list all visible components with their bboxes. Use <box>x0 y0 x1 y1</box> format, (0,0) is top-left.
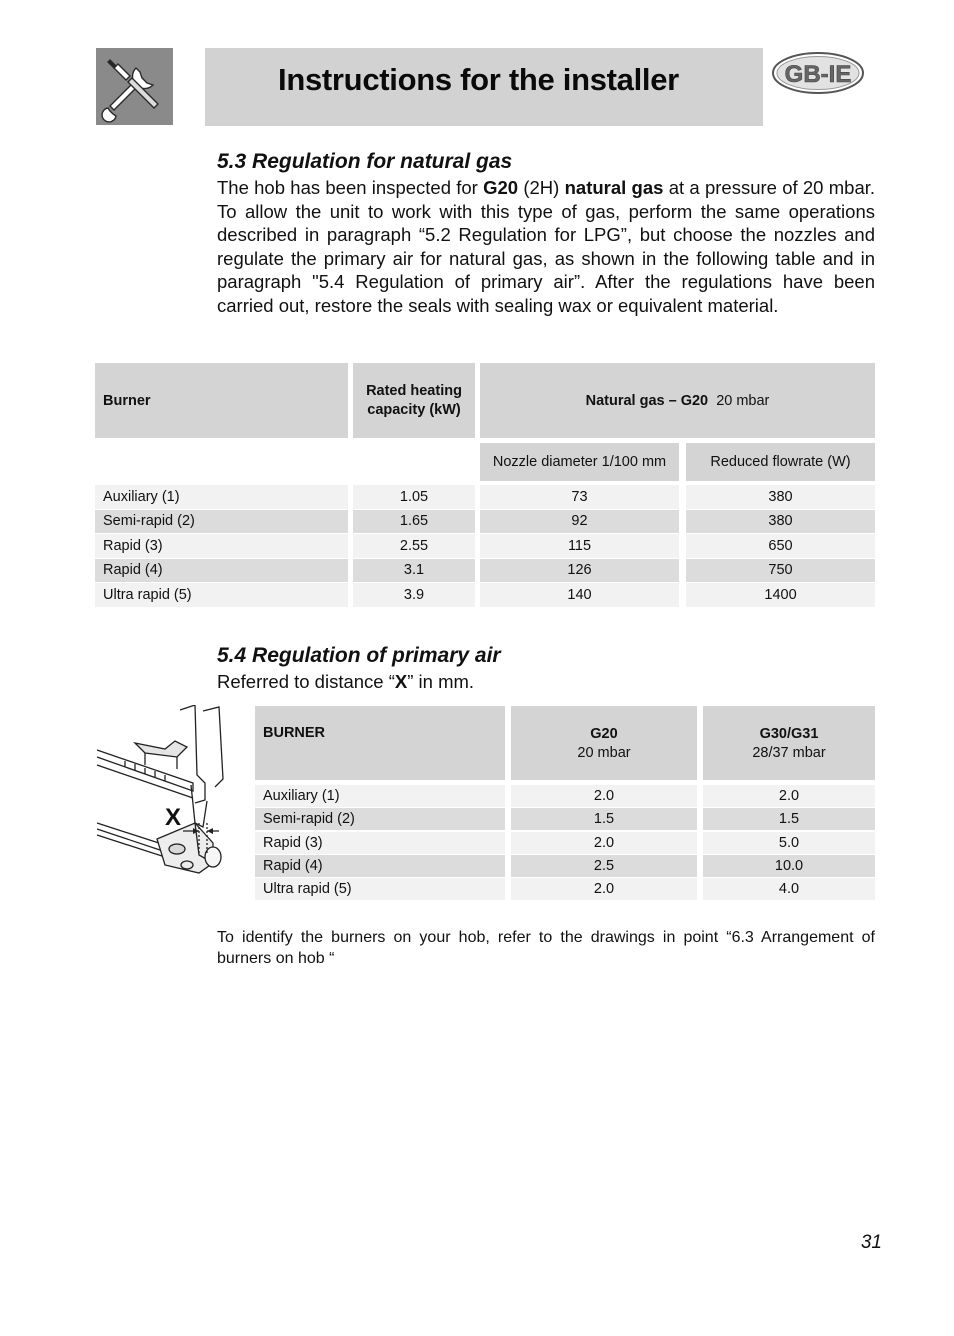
g20-distance-cell: 2.0 <box>511 832 697 854</box>
table-row <box>95 583 875 607</box>
burner-cell: Auxiliary (1) <box>95 485 348 509</box>
g20-distance-cell: 2.0 <box>511 785 697 807</box>
g20-label: G20 <box>590 726 618 742</box>
burner-cell: Rapid (3) <box>95 534 348 558</box>
natural-gas-nozzle-table <box>95 363 875 607</box>
nozzle-diameter-cell: 73 <box>480 485 679 509</box>
table-row <box>255 785 875 807</box>
caliper-measurement-figure <box>95 705 235 885</box>
g30-label: G30/G31 <box>759 726 819 742</box>
g20-pressure: 20 mbar <box>577 745 631 761</box>
column-header-g20 <box>511 706 697 780</box>
primary-air-table-body <box>255 785 875 900</box>
g20-distance-cell: 1.5 <box>511 808 697 830</box>
rated-capacity-cell: 3.1 <box>353 559 475 583</box>
page-title: Instructions for the installer <box>278 62 679 97</box>
burner-cell: Rapid (4) <box>95 559 348 583</box>
language-badge <box>771 51 867 97</box>
gas-type-label: Natural gas – G20 <box>585 392 709 409</box>
burner-reference-note: To identify the burners on your hob, refer to the drawings in point “6.3 Arrangement of burners on hob “ <box>217 929 875 967</box>
column-header-burner: Burner <box>95 363 348 438</box>
paragraph-run: at a pressure of 20 mbar. To allow the unit to work with this type of gas, perform the same operations described in paragraph “5.2 Regulation for LPG”, but choose the nozzles and regulate the primary air for natural gas, as shown in the following table and in paragraph "5.4 Regulation of primary air”. After the regulations have been carried out, restore the seals with sealing wax or equivalent material. <box>217 177 876 316</box>
nozzle-diameter-cell: 92 <box>480 510 679 534</box>
g30-pressure: 28/37 mbar <box>752 745 826 761</box>
table-row <box>95 534 875 558</box>
rated-capacity-cell: 2.55 <box>353 534 475 558</box>
section-5-3-paragraph <box>217 176 875 317</box>
section-heading-5-3: 5.3 Regulation for natural gas <box>217 150 513 173</box>
column-header-g30-g31 <box>703 706 875 780</box>
subheader-reduced-flowrate: Reduced flowrate (W) <box>686 443 875 481</box>
nozzle-diameter-cell: 126 <box>480 559 679 583</box>
section-5-4-subtext <box>217 671 474 693</box>
gas-pressure-label: 20 mbar <box>716 392 770 409</box>
paragraph-run: G20 <box>483 177 519 198</box>
nozzle-diameter-cell: 140 <box>480 583 679 607</box>
reduced-flowrate-cell: 650 <box>686 534 875 558</box>
nozzle-diameter-cell: 115 <box>480 534 679 558</box>
g20-distance-cell: 2.0 <box>511 878 697 900</box>
burner-cell: Semi-rapid (2) <box>95 510 348 534</box>
rated-capacity-cell: 1.65 <box>353 510 475 534</box>
table-row <box>95 510 875 534</box>
table-row <box>255 878 875 900</box>
g30-g31-distance-cell: 10.0 <box>703 855 875 877</box>
burner-cell: Auxiliary (1) <box>255 785 505 807</box>
g30-g31-distance-cell: 4.0 <box>703 878 875 900</box>
g20-distance-cell: 2.5 <box>511 855 697 877</box>
rated-capacity-cell: 1.05 <box>353 485 475 509</box>
paragraph-run: The hob has been inspected for <box>217 177 484 198</box>
reduced-flowrate-cell: 380 <box>686 510 875 534</box>
table-row <box>255 855 875 877</box>
subtext-prefix: Referred to distance “ <box>217 671 395 692</box>
table-row <box>95 485 875 509</box>
distance-x-label: X <box>165 804 182 831</box>
g30-g31-distance-cell: 2.0 <box>703 785 875 807</box>
g30-g31-distance-cell: 5.0 <box>703 832 875 854</box>
paragraph-run: (2H) <box>518 177 565 198</box>
table-row <box>255 808 875 830</box>
reduced-flowrate-cell: 1400 <box>686 583 875 607</box>
table-row <box>255 832 875 854</box>
subtext-suffix: ” in mm. <box>407 671 475 692</box>
column-header-burner-2: BURNER <box>255 706 505 780</box>
reduced-flowrate-cell: 750 <box>686 559 875 583</box>
paragraph-run: natural gas <box>564 177 664 198</box>
g30-g31-distance-cell: 1.5 <box>703 808 875 830</box>
table-row <box>95 559 875 583</box>
column-header-rated-capacity: Rated heating capacity (kW) <box>353 363 475 438</box>
burner-cell: Rapid (3) <box>255 832 505 854</box>
column-header-natural-gas <box>480 363 875 438</box>
primary-air-table <box>255 706 875 900</box>
natural-gas-table-body <box>95 485 875 607</box>
reduced-flowrate-cell: 380 <box>686 485 875 509</box>
burner-cell: Rapid (4) <box>255 855 505 877</box>
section-heading-5-4: 5.4 Regulation of primary air <box>217 644 501 667</box>
burner-cell: Ultra rapid (5) <box>255 878 505 900</box>
burner-cell: Ultra rapid (5) <box>95 583 348 607</box>
rated-capacity-cell: 3.9 <box>353 583 475 607</box>
language-badge-text: GB-IE <box>784 61 852 88</box>
burner-cell: Semi-rapid (2) <box>255 808 505 830</box>
page-number: 31 <box>860 1232 882 1253</box>
subheader-nozzle-diameter: Nozzle diameter 1/100 mm <box>480 443 679 481</box>
subtext-x: X <box>394 671 408 692</box>
installer-tools-icon <box>96 48 173 125</box>
